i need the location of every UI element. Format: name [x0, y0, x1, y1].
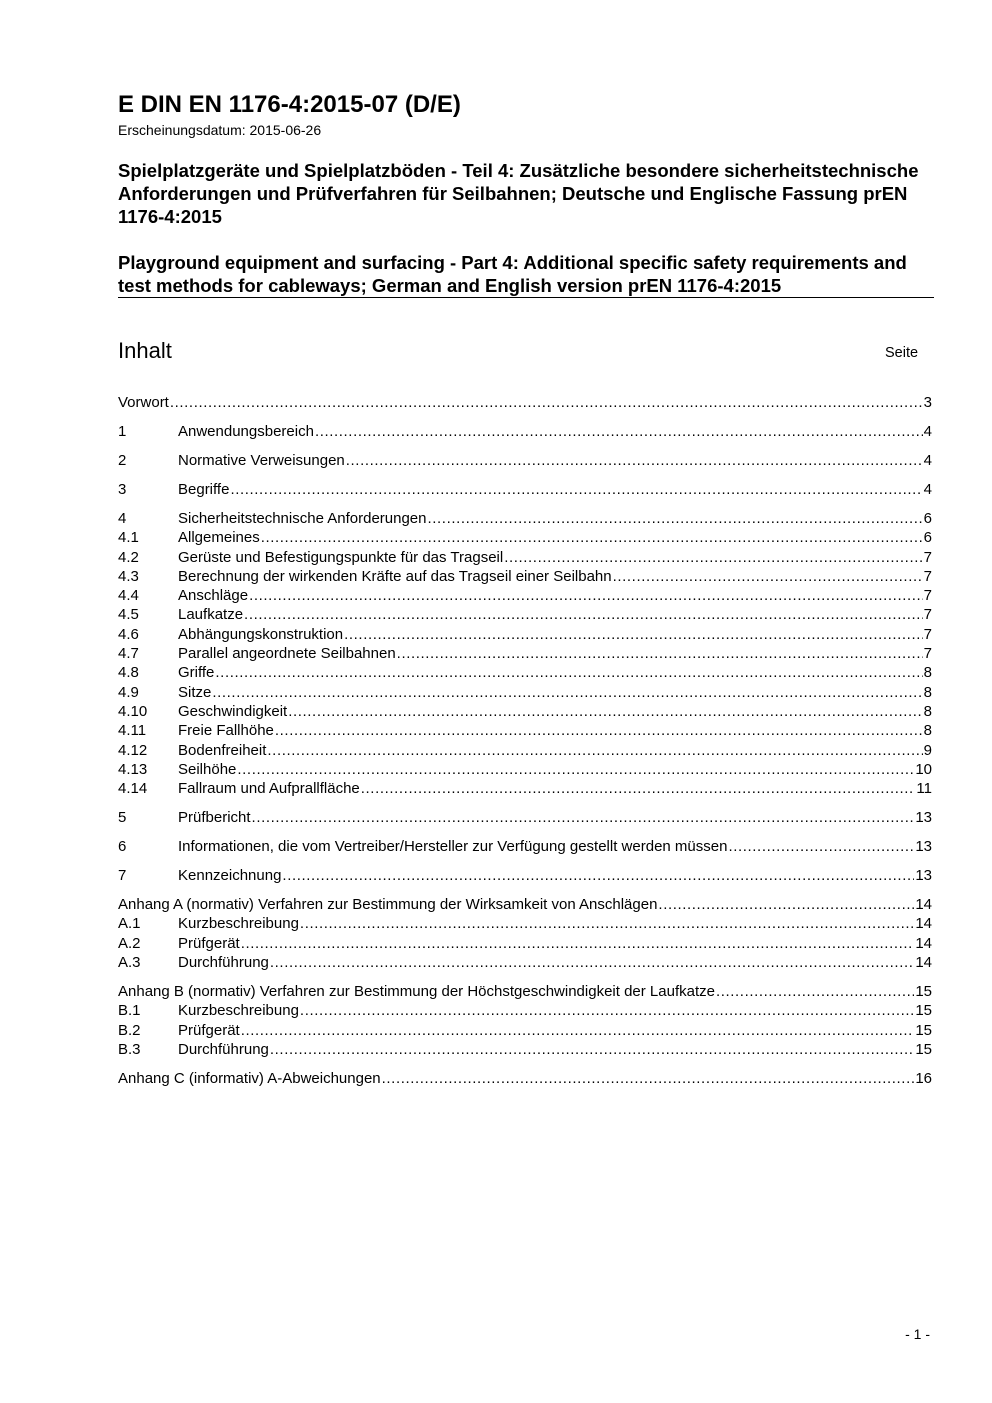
- toc-entry-title: Abhängungskonstruktion: [178, 625, 344, 643]
- toc-entry-number: 4.12: [118, 741, 148, 759]
- toc-dot-leader: [241, 1021, 915, 1040]
- toc-entry-title: Kurzbeschreibung: [178, 915, 299, 933]
- toc-entry-title: Geschwindigkeit: [178, 702, 288, 720]
- toc-dot-leader: [170, 393, 923, 412]
- title-divider: [118, 297, 934, 298]
- toc-entry[interactable]: [118, 982, 932, 1001]
- toc-entry-number: 4.10: [118, 702, 148, 720]
- toc-entry-page: 10: [915, 760, 932, 778]
- toc-entry[interactable]: [118, 509, 932, 528]
- toc-dot-leader: [249, 586, 923, 605]
- toc-entry-title: Sicherheitstechnische Anforderungen: [178, 509, 427, 527]
- toc-dot-leader: [215, 663, 922, 682]
- toc-entry[interactable]: [118, 567, 932, 586]
- toc-entry-page: 8: [923, 722, 932, 740]
- toc-entry-title: Allgemeines: [178, 529, 260, 547]
- toc-entry[interactable]: [118, 702, 932, 721]
- toc-entry-title: Durchführung: [178, 1040, 269, 1058]
- toc-dot-leader: [397, 644, 923, 663]
- toc-dot-leader: [716, 982, 914, 1001]
- toc-entry-page: 8: [923, 664, 932, 682]
- toc-page-column-label: Seite: [885, 345, 919, 361]
- toc-entry[interactable]: [118, 393, 932, 412]
- toc-entry-page: 8: [923, 683, 932, 701]
- toc-dot-leader: [230, 480, 922, 499]
- toc-entry[interactable]: [118, 1069, 932, 1088]
- toc-entry-title: Laufkatze: [178, 606, 244, 624]
- toc-entry-number: 4.5: [118, 606, 139, 624]
- toc-entry[interactable]: [118, 625, 932, 644]
- document-designation: E DIN EN 1176-4:2015-07 (D/E): [118, 91, 461, 118]
- toc-dot-leader: [270, 1040, 914, 1059]
- toc-dot-leader: [244, 605, 923, 624]
- toc-entry-page: 4: [923, 422, 932, 440]
- toc-entry-page: 15: [915, 1040, 932, 1058]
- toc-dot-leader: [288, 702, 922, 721]
- toc-entry[interactable]: [118, 866, 932, 885]
- toc-entry-page: 4: [923, 451, 932, 469]
- toc-entry-number: 3: [118, 480, 127, 498]
- toc-entry-page: 11: [916, 780, 932, 798]
- toc-entry-title: Anschläge: [178, 587, 249, 605]
- toc-entry[interactable]: [118, 422, 932, 441]
- toc-entry-title: Parallel angeordnete Seilbahnen: [178, 645, 396, 663]
- document-title-german: Spielplatzgeräte und Spielplatzböden - Teil 4: Zusätzliche besondere sicherheitstechnische Anforderungen und Prüfverfahren für Seilbahnen; Deutsche und Englische Fassung prEN 1176-4:2015: [118, 160, 919, 227]
- toc-heading: Inhalt: [118, 338, 172, 363]
- table-of-contents: [118, 393, 932, 1088]
- toc-entry[interactable]: [118, 914, 932, 933]
- toc-entry-number: 4.9: [118, 683, 139, 701]
- toc-dot-leader: [267, 741, 922, 760]
- toc-entry-page: 14: [915, 896, 932, 914]
- toc-entry-page: 16: [915, 1069, 932, 1087]
- toc-entry[interactable]: [118, 808, 932, 827]
- toc-entry-page: 3: [923, 394, 932, 411]
- toc-entry-page: 6: [923, 509, 932, 527]
- toc-dot-leader: [658, 895, 914, 914]
- toc-entry-number: 5: [118, 809, 127, 827]
- toc-entry-number: 1: [118, 422, 127, 440]
- toc-entry-page: 7: [923, 567, 932, 585]
- toc-entry-number: 4.8: [118, 664, 139, 682]
- toc-entry-page: 4: [923, 480, 932, 498]
- toc-entry-page: 13: [915, 838, 932, 856]
- toc-entry-title: Anhang A (normativ) Verfahren zur Bestimmung der Wirksamkeit von Anschlägen: [118, 896, 658, 914]
- toc-entry-title: Normative Verweisungen: [178, 451, 345, 469]
- toc-entry-number: B.3: [118, 1040, 141, 1058]
- toc-entry-title: Berechnung der wirkenden Kräfte auf das Tragseil einer Seilbahn: [178, 567, 612, 585]
- toc-entry-title: Informationen, die vom Vertreiber/Hersteller zur Verfügung gestellt werden müssen: [178, 838, 728, 856]
- toc-entry-number: A.1: [118, 915, 141, 933]
- document-title-english: Playground equipment and surfacing - Part 4: Additional specific safety requirements and test methods for cableways; German and English version prEN 1176-4:2015: [118, 252, 907, 296]
- toc-dot-leader: [237, 760, 914, 779]
- toc-entry[interactable]: [118, 895, 932, 914]
- toc-entry-number: B.2: [118, 1021, 141, 1039]
- toc-dot-leader: [275, 721, 923, 740]
- toc-dot-leader: [300, 914, 914, 933]
- toc-dot-leader: [382, 1069, 915, 1088]
- toc-entry-number: 7: [118, 867, 127, 885]
- toc-entry-title: Prüfgerät: [178, 1021, 240, 1039]
- toc-entry-page: 14: [915, 934, 932, 952]
- toc-dot-leader: [315, 422, 923, 441]
- toc-entry-page: 7: [923, 548, 932, 566]
- toc-entry-page: 14: [915, 953, 932, 971]
- toc-entry-number: 4: [118, 509, 127, 527]
- toc-entry[interactable]: [118, 480, 932, 499]
- toc-entry-number: 4.4: [118, 587, 139, 605]
- toc-entry-page: 9: [923, 741, 932, 759]
- toc-entry-number: 4.7: [118, 645, 139, 663]
- toc-dot-leader: [261, 528, 923, 547]
- toc-entry[interactable]: [118, 548, 932, 567]
- issue-date: Erscheinungsdatum: 2015-06-26: [118, 122, 322, 138]
- toc-dot-leader: [241, 934, 915, 953]
- toc-entry[interactable]: [118, 451, 932, 470]
- toc-dot-leader: [346, 451, 923, 470]
- toc-dot-leader: [270, 953, 914, 972]
- toc-entry-title: Prüfgerät: [178, 934, 240, 952]
- toc-entry[interactable]: [118, 1001, 932, 1020]
- toc-entry[interactable]: [118, 1021, 932, 1040]
- toc-entry[interactable]: [118, 953, 932, 972]
- toc-entry[interactable]: [118, 760, 932, 779]
- toc-entry-number: 6: [118, 838, 127, 856]
- toc-entry[interactable]: [118, 837, 932, 856]
- toc-dot-leader: [613, 567, 923, 586]
- toc-dot-leader: [282, 866, 914, 885]
- toc-entry-page: 13: [915, 809, 932, 827]
- toc-entry-title: Kennzeichnung: [178, 867, 282, 885]
- toc-dot-leader: [212, 683, 922, 702]
- toc-dot-leader: [428, 509, 923, 528]
- toc-entry-page: 7: [923, 625, 932, 643]
- toc-entry-number: 4.11: [118, 722, 147, 740]
- toc-entry-title: Fallraum und Aufprallfläche: [178, 780, 360, 798]
- toc-entry[interactable]: [118, 528, 932, 547]
- toc-entry-page: 15: [915, 1002, 932, 1020]
- toc-entry-title: Freie Fallhöhe: [178, 722, 274, 740]
- toc-entry-page: 7: [923, 606, 932, 624]
- toc-entry-number: 4.13: [118, 760, 148, 778]
- toc-entry-page: 15: [915, 982, 932, 1000]
- page-number: - 1 -: [905, 1326, 930, 1342]
- toc-entry[interactable]: [118, 663, 932, 682]
- toc-entry[interactable]: [118, 605, 932, 624]
- toc-entry-number: 4.1: [118, 529, 139, 547]
- toc-entry[interactable]: [118, 741, 932, 760]
- toc-dot-leader: [252, 808, 915, 827]
- toc-entry-title: Prüfbericht: [178, 809, 251, 827]
- toc-entry-number: A.3: [118, 953, 141, 971]
- toc-entry[interactable]: [118, 683, 932, 702]
- toc-dot-leader: [344, 625, 923, 644]
- toc-dot-leader: [300, 1001, 914, 1020]
- toc-entry-page: 6: [923, 529, 932, 547]
- toc-entry-page: 7: [923, 645, 932, 663]
- toc-entry-page: 15: [915, 1021, 932, 1039]
- toc-dot-leader: [504, 548, 922, 567]
- toc-entry-page: 14: [915, 915, 932, 933]
- toc-entry-page: 13: [915, 867, 932, 885]
- toc-entry[interactable]: [118, 721, 932, 740]
- toc-entry-title: Seilhöhe: [178, 760, 237, 778]
- toc-entry-title: Anhang B (normativ) Verfahren zur Bestimmung der Höchstgeschwindigkeit der Laufkatze: [118, 982, 715, 1000]
- toc-entry-number: 4.14: [118, 780, 148, 798]
- toc-entry-title: Vorwort: [118, 394, 169, 411]
- toc-dot-leader: [728, 837, 914, 856]
- toc-entry[interactable]: [118, 1040, 932, 1059]
- toc-entry-title: Bodenfreiheit: [178, 741, 267, 759]
- toc-entry-title: Begriffe: [178, 480, 230, 498]
- toc-entry-title: Griffe: [178, 664, 215, 682]
- toc-entry-number: 2: [118, 451, 127, 469]
- toc-entry[interactable]: [118, 644, 932, 663]
- toc-dot-leader: [361, 779, 916, 798]
- toc-entry-number: B.1: [118, 1002, 141, 1020]
- toc-entry-number: A.2: [118, 934, 141, 952]
- toc-entry[interactable]: [118, 586, 932, 605]
- toc-entry[interactable]: [118, 934, 932, 953]
- toc-entry-page: 7: [923, 587, 932, 605]
- toc-entry-title: Gerüste und Befestigungspunkte für das Tragseil: [178, 548, 504, 566]
- toc-entry-title: Kurzbeschreibung: [178, 1002, 299, 1020]
- toc-entry-number: 4.6: [118, 625, 139, 643]
- toc-entry-title: Anwendungsbereich: [178, 422, 314, 440]
- toc-entry-number: 4.2: [118, 548, 139, 566]
- toc-entry[interactable]: [118, 779, 932, 798]
- toc-entry-title: Durchführung: [178, 953, 269, 971]
- toc-entry-page: 8: [923, 702, 932, 720]
- toc-entry-title: Anhang C (informativ) A-Abweichungen: [118, 1069, 381, 1087]
- toc-entry-number: 4.3: [118, 567, 139, 585]
- toc-entry-title: Sitze: [178, 683, 212, 701]
